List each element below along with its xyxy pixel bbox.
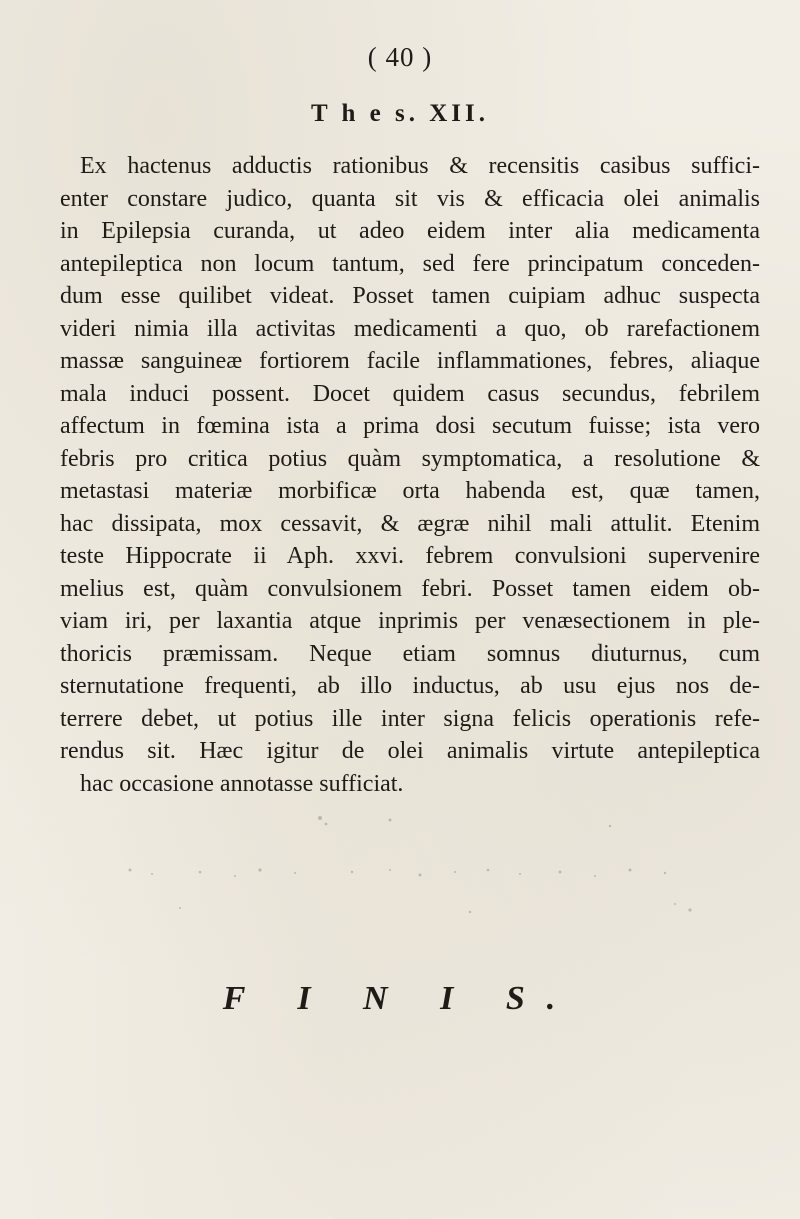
- paragraph-line: sternutatione frequenti, ab illo inductus, ab usu ejus nos de-: [60, 673, 760, 699]
- paragraph-line: mala induci possent. Docet quidem casus secundus, febrilem: [60, 380, 760, 407]
- paragraph-line: affectum in fœmina ista a prima dosi secutum fuisse; ista vero: [60, 413, 760, 439]
- paragraph-line: in Epilepsia curanda, ut adeo eidem inter alia medicamenta: [60, 218, 760, 244]
- thesis-heading: T h e s. XII.: [311, 100, 489, 127]
- paragraph-line: hac occasione annotasse sufficiat.: [80, 770, 404, 797]
- paragraph-line: metastasi materiæ morbificæ orta habenda est, quæ tamen,: [60, 478, 760, 504]
- thesis-paragraph: [60, 150, 760, 800]
- page-number: ( 40 ): [367, 42, 433, 72]
- paragraph-line: terrere debet, ut potius ille inter signa felicis operationis refe-: [60, 705, 760, 732]
- print-bleed-through-specks: [90, 800, 730, 930]
- paragraph-line: massæ sanguineæ fortiorem facile inflammationes, febres, aliaque: [60, 348, 760, 374]
- paragraph-line: enter constare judico, quanta sit vis & efficacia olei animalis: [60, 185, 760, 212]
- paragraph-line: teste Hippocrate ii Aph. xxvi. febrem convulsioni supervenire: [60, 543, 760, 569]
- paragraph-line: Ex hactenus adductis rationibus & recensitis casibus suffici-: [80, 153, 760, 179]
- paragraph-line: rendus sit. Hæc igitur de olei animalis virtute antepileptica: [60, 738, 760, 764]
- paragraph-line: dum esse quilibet videat. Posset tamen cuipiam adhuc suspecta: [60, 283, 760, 309]
- paragraph-line: viam iri, per laxantia atque inprimis per venæsectionem in ple-: [60, 608, 760, 634]
- paragraph-line: videri nimia illa activitas medicamenti a quo, ob rarefactionem: [60, 315, 760, 342]
- paragraph-line: hac dissipata, mox cessavit, & ægræ nihil mali attulit. Etenim: [60, 510, 760, 537]
- paragraph-line: antepileptica non locum tantum, sed fere principatum conceden-: [60, 250, 760, 277]
- paragraph-line: thoricis præmissam. Neque etiam somnus diuturnus, cum: [60, 640, 760, 667]
- paragraph-line: febris pro critica potius quàm symptomatica, a resolutione &: [60, 445, 760, 472]
- paragraph-line: melius est, quàm convulsionem febri. Posset tamen eidem ob-: [60, 575, 760, 602]
- finis-colophon: F I N I S.: [222, 980, 578, 1017]
